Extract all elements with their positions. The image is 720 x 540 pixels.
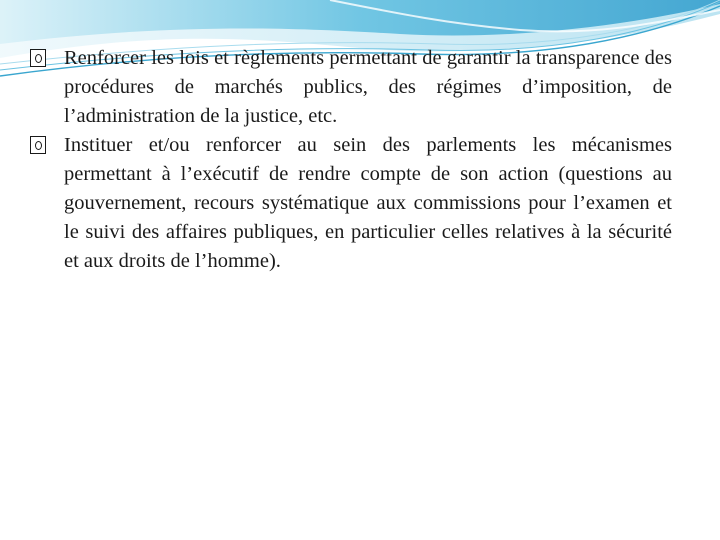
missing-glyph-bullet-icon bbox=[30, 136, 46, 154]
bullet-text-2: Instituer et/ou renforcer au sein des parlements les mécanismes permettant à l’exécutif de rendre compte de son action (questions au gouvernement, recours systématique aux commissions pour l’examen et le suivi des affaires publiques, en particulier celles relatives à la sécurité et aux droits de l’homme). bbox=[64, 134, 672, 272]
bullet-item-1 bbox=[30, 44, 672, 131]
bullet-list bbox=[30, 44, 672, 276]
bullet-text-1: Renforcer les lois et règlements permettant de garantir la transparence des procédures de marchés publics, des régimes d’imposition, de l’administration de la justice, etc. bbox=[64, 47, 672, 127]
bullet-item-2 bbox=[30, 131, 672, 276]
missing-glyph-bullet-icon bbox=[30, 49, 46, 67]
